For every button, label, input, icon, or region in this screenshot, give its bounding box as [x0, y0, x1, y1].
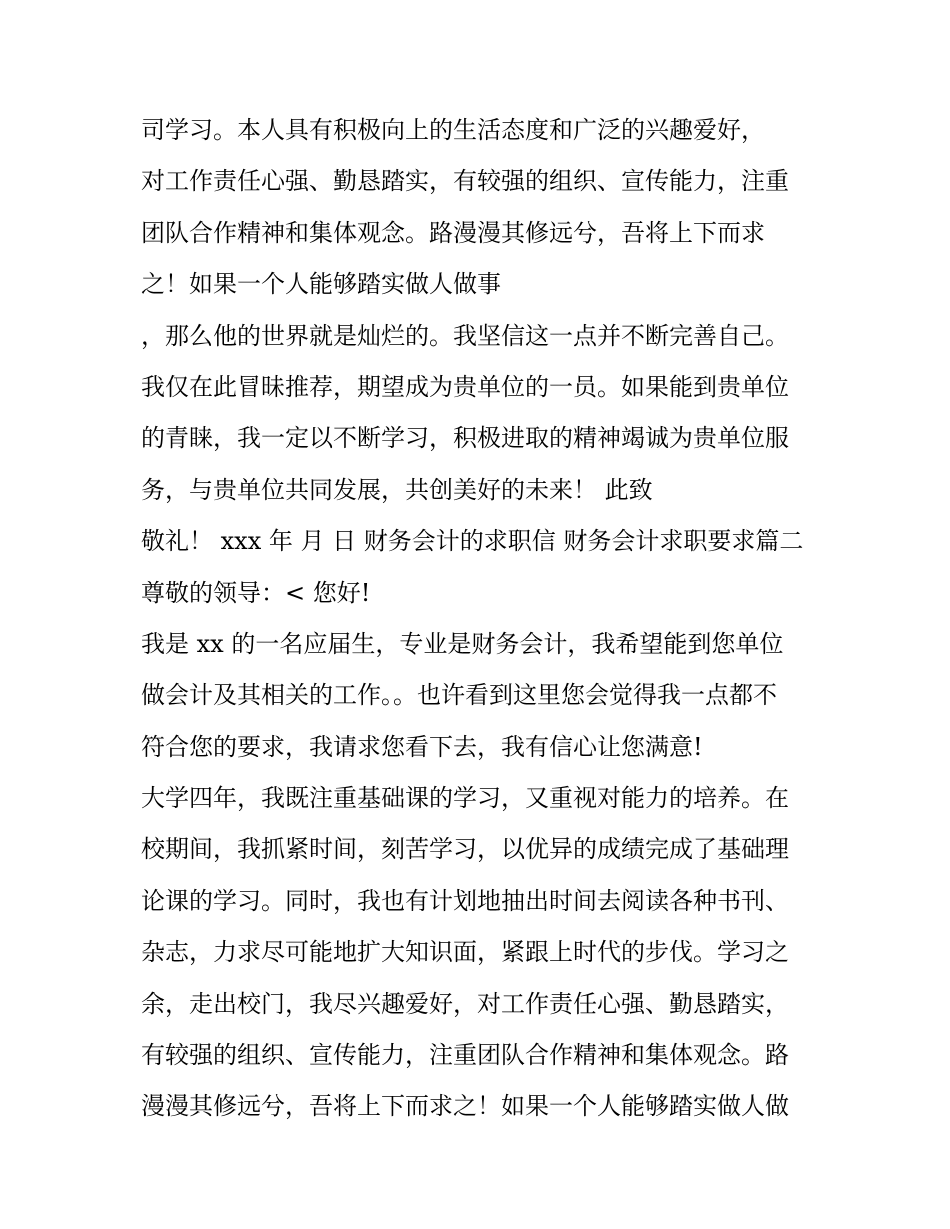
text-line: 做会计及其相关的工作。。也许看到这里您会觉得我一点都不	[141, 681, 777, 710]
document-body	[141, 105, 831, 1133]
text-line: 对工作责任心强、勤恳踏实，有较强的组织、宣传能力，注重	[141, 167, 789, 196]
text-line: 校期间，我抓紧时间，刻苦学习，以优异的成绩完成了基础理	[141, 835, 789, 864]
text-line: 尊敬的领导：< 您好!	[141, 578, 371, 607]
text-line: 有较强的组织、宣传能力，注重团队合作精神和集体观念。路	[141, 1041, 789, 1070]
text-line: 我是 xx 的一名应届生，专业是财务会计，我希望能到您单位	[141, 629, 784, 658]
text-line: 务，与贵单位共同发展，共创美好的未来！ 此致	[141, 475, 653, 504]
text-line: 余，走出校门，我尽兴趣爱好，对工作责任心强、勤恳踏实，	[141, 989, 789, 1018]
text-line: 司学习。本人具有积极向上的生活态度和广泛的兴趣爱好，	[141, 116, 765, 144]
text-line: 团队合作精神和集体观念。路漫漫其修远兮，吾将上下而求	[141, 218, 765, 247]
text-line: 的青睐，我一定以不断学习，积极进取的精神竭诚为贵单位服	[141, 424, 789, 453]
text-line: 符合您的要求，我请求您看下去，我有信心让您满意!	[141, 732, 703, 761]
text-line: ，那么他的世界就是灿烂的。我坚信这一点并不断完善自己。	[141, 321, 789, 350]
text-line: 敬礼！ xxx 年 月 日 财务会计的求职信 财务会计求职要求篇二	[141, 527, 804, 556]
text-line: 杂志，力求尽可能地扩大知识面，紧跟上时代的步伐。学习之	[141, 938, 789, 967]
text-line: 论课的学习。同时，我也有计划地抽出时间去阅读各种书刊、	[141, 886, 789, 915]
text-line: 我仅在此冒昧推荐，期望成为贵单位的一员。如果能到贵单位	[141, 372, 789, 401]
text-line: 漫漫其修远兮，吾将上下而求之！如果一个人能够踏实做人做	[141, 1092, 789, 1121]
text-line: 之！如果一个人能够踏实做人做事	[141, 270, 501, 299]
text-line: 大学四年，我既注重基础课的学习，又重视对能力的培养。在	[141, 784, 789, 813]
